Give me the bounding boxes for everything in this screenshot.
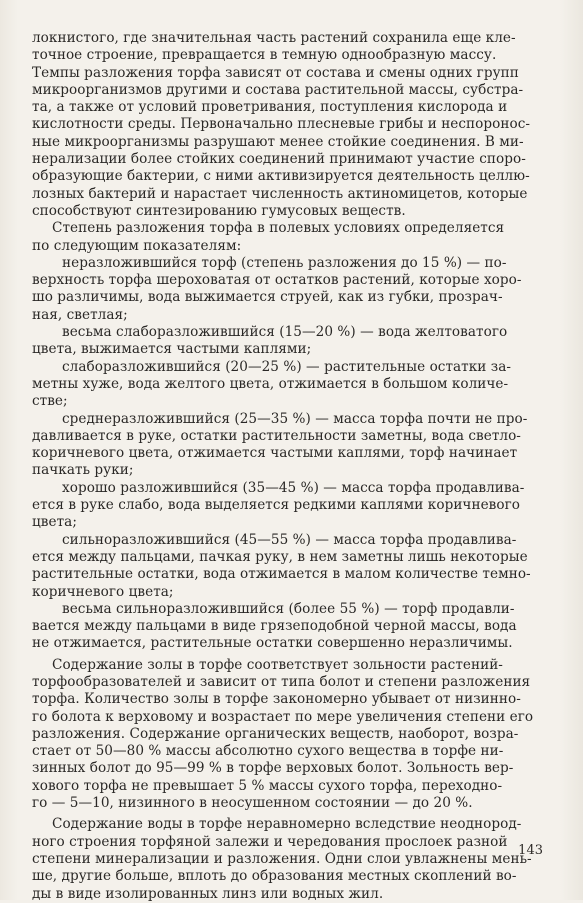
text-line: коричневого цвета;: [32, 583, 174, 600]
list-item-first-line: слаборазложившийся (20—25 %) — растительные остатки за-: [62, 358, 512, 375]
body-text: [32, 30, 552, 903]
text-line: Темпы разложения торфа зависят от состава и смены одних групп: [32, 64, 519, 81]
list-item-first-line: неразложившийся торф (степень разложения до 15 %) — по-: [62, 254, 507, 271]
text-line: по следующим показателям:: [32, 237, 242, 254]
text-line: лозных бактерий и нарастает численность актиномицетов, которые: [32, 185, 528, 202]
list-item-first-line: сильноразложившийся (45—55 %) — масса торфа продавлива-: [62, 531, 517, 548]
text-line: зинных болот до 95—99 % в торфе верховых болот. Зольность вер-: [32, 760, 514, 777]
list-item-first-line: весьма слаборазложившийся (15—20 %) — вода желтоватого: [62, 324, 508, 341]
text-line: цвета, выжимается частыми каплями;: [32, 341, 312, 358]
paragraph-first-line: Содержание воды в торфе неравномерно вследствие неоднород-: [52, 816, 522, 833]
list-item-first-line: хорошо разложившийся (35—45 %) — масса торфа продавлива-: [62, 479, 525, 496]
text-line: разложения. Содержание органических веществ, наоборот, возра-: [32, 725, 519, 742]
text-line: образующие бактерии, с ними активизируется деятельность целлю-: [32, 168, 530, 185]
text-line: вается между пальцами в виде грязеподобной черной массы, вода: [32, 618, 517, 635]
text-line: точное строение, превращается в темную однообразную массу.: [32, 47, 497, 64]
text-line: ные микроорганизмы разрушают менее стойкие соединения. В ми-: [32, 133, 524, 150]
text-line: ного строения торфяной залежи и чередования прослоек разной: [32, 833, 508, 850]
list-item-first-line: среднеразложившийся (25—35 %) — масса торфа почти не про-: [62, 410, 528, 427]
text-line: шо различимы, вода выжимается струей, как из губки, прозрач-: [32, 289, 503, 306]
text-line: го болота к верховому и возрастает по мере увеличения степени его: [32, 708, 534, 725]
text-line: стве;: [32, 393, 68, 410]
text-line: ды в виде изолированных линз или водных жил.: [32, 885, 384, 902]
text-line: способствуют синтезированию гумусовых веществ.: [32, 202, 406, 219]
text-line: нерализации более стойких соединений принимают участие споро-: [32, 151, 526, 168]
text-line: степени минерализации и разложения. Одни слои увлажнены мень-: [32, 850, 532, 867]
text-line: давливается в руке, остатки растительности заметны, вода светло-: [32, 427, 521, 444]
text-line: верхность торфа шероховатая от остатков растений, которые хоро-: [32, 272, 522, 289]
text-line: та, а также от условий проветривания, поступления кислорода и: [32, 99, 508, 116]
text-line: микроорганизмов другими и состава растительной массы, субстра-: [32, 81, 524, 98]
text-line: го — 5—10, низинного в неосушенном состоянии — до 20 %.: [32, 795, 473, 812]
paragraph-first-line: Содержание золы в торфе соответствует зольности растений-: [52, 656, 503, 673]
text-line: метны хуже, вода желтого цвета, отжимается в большом количе-: [32, 375, 509, 392]
page-number: 143: [518, 843, 543, 858]
text-line: торфообразователей и зависит от типа болот и степени разложения: [32, 673, 531, 690]
text-line: ше, другие больше, вплоть до образования местных скоплений во-: [32, 868, 517, 885]
list-item-first-line: весьма сильноразложившийся (более 55 %) — торф продавли-: [62, 600, 515, 617]
text-line: ется в руке слабо, вода выделяется редкими каплями коричневого: [32, 497, 521, 514]
text-line: растительные остатки, вода отжимается в малом количестве темно-: [32, 566, 531, 583]
text-line: кислотности среды. Первоначально плесневые грибы и неспоронос-: [32, 116, 531, 133]
text-line: цвета;: [32, 514, 77, 531]
text-line: ется между пальцами, пачкая руку, в нем заметны лишь некоторые: [32, 548, 528, 565]
paragraph-first-line: Степень разложения торфа в полевых условиях определяется: [52, 220, 505, 237]
text-line: стает от 50—80 % массы абсолютно сухого вещества в торфе ни-: [32, 743, 504, 760]
text-line: локнистого, где значительная часть растений сохранила еще кле-: [32, 30, 516, 46]
text-line: пачкать руки;: [32, 462, 134, 479]
text-line: не отжимается, растительные остатки совершенно неразличимы.: [32, 635, 513, 652]
text-line: ная, светлая;: [32, 306, 128, 323]
text-line: торфа. Количество золы в торфе закономерно убывает от низинно-: [32, 691, 521, 708]
text-line: хового торфа не превышает 5 % массы сухого торфа, переходно-: [32, 777, 503, 794]
text-line: коричневого цвета, отжимается частыми каплями, торф начинает: [32, 445, 518, 462]
